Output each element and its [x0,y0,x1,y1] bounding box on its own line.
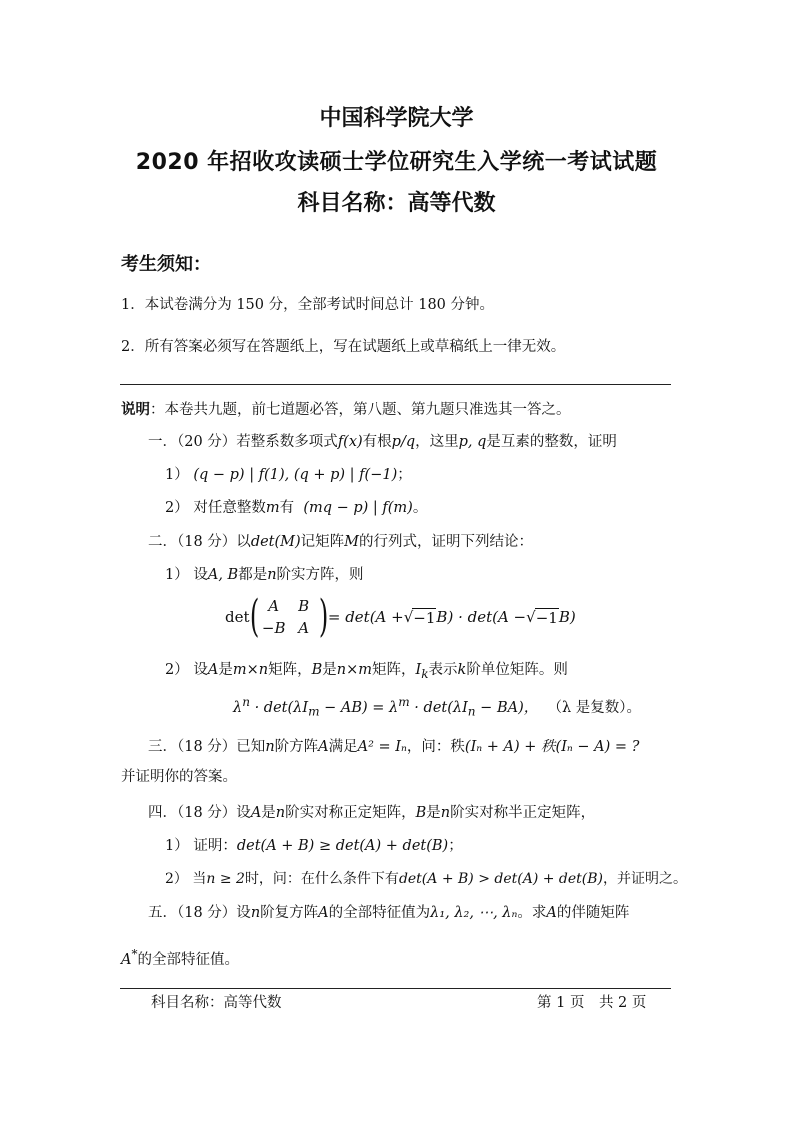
matrix-cell: A [298,619,310,637]
p5-eigenvalues: λ₁, λ₂, ⋯, λₙ [430,905,518,921]
p2-part2-g: 阶单位矩阵。则 [466,662,568,678]
p2-n: n [267,567,277,583]
p1-part2-text-b: 有 [279,500,295,516]
p4-B: B [415,805,427,821]
instructions-label: 说明 [121,402,150,418]
eq-lambda: λ [233,699,243,716]
p5-text-d: 。求 [517,905,547,921]
p4-part2-b: 时，问：在什么条件下有 [244,871,399,887]
p2-part1-b: 都是 [238,567,268,583]
p2-B: B [311,662,323,678]
p2-AB: A, B [207,567,239,583]
p3-expr: (Iₙ + A) + 秩(Iₙ − A) = ? [464,739,640,755]
p4-text-b: 是 [261,805,276,821]
p3-n: n [265,739,275,755]
p4-A: A [250,805,262,821]
rhs-b: B) · det(A − [436,608,527,626]
p2-detM: det(M) [250,534,301,550]
p5-text-e: 的伴随矩阵 [556,905,630,921]
block-matrix-formula [225,592,576,642]
p4-n: n [275,805,286,821]
p1-part1-expr: (q − p) | f(1), (q + p) | f(−1) [193,467,398,483]
left-paren: ( [249,591,259,642]
p5-A: A [318,905,329,921]
p5-adjugate-A: A [121,951,132,968]
p4-text-a: 四．（18 分）设 [148,805,251,821]
eq-d: · det(λI [409,699,468,716]
p4-part1-expr: det(A + B) ≥ det(A) + det(B) [236,838,449,854]
right-paren: ) [318,591,328,642]
rhs-c: B) [558,608,576,626]
problem-4-stem [148,803,595,823]
sqrt-sign-2: √ [526,608,536,626]
matrix-cell: B [298,597,310,615]
p3-text-d: ，问：秩 [406,739,465,755]
p2-part1-a: 设 [193,567,208,583]
p2-part2-f: 表示 [428,662,458,678]
p2-text-b: 记矩阵 [300,534,345,550]
matrix-cell: −B [261,619,286,637]
eq-sub-m: m [308,704,320,719]
p2-part1-label: 1） [165,567,189,583]
p2-part2-e: 矩阵， [371,662,416,678]
p4-part2-expr: det(A + B) > det(A) + det(B) [398,871,604,887]
p4-n-2: n [440,805,451,821]
p1-text-a: 一．（20 分）若整系数多项式 [148,434,338,450]
p1-part2-label: 2） [165,500,189,516]
det-word: det [225,608,250,626]
eq-sub-n: n [467,704,476,719]
problem-5-line-2 [121,944,239,970]
p5-n: n [250,905,261,921]
p1-part2-expr: (mq − p) | f(m) [303,500,413,516]
p5-line2-text: 的全部特征值。 [137,951,240,968]
notice-item-1: 1．本试卷满分为 150 分，全部考试时间总计 180 分钟。 [121,297,495,313]
p2-part1-c: 阶实方阵，则 [276,567,364,583]
p5-text-a: 五．（18 分）设 [148,905,251,921]
problem-2-stem [148,532,533,552]
instructions [121,400,571,420]
eq-sup-m: m [398,695,410,709]
problem-4-part-1 [165,836,463,856]
p1-text-d: 是互素的整数，证明 [486,434,617,450]
problem-2-part-2 [165,660,568,684]
p2-part2-d: 是 [322,662,337,678]
p4-part1-end: ； [448,838,463,854]
school-title: 中国科学院大学 [319,106,474,131]
sqrt-sign: √ [403,608,414,626]
p1-part2-m: m [265,500,280,516]
p1-text-b: 有根 [362,434,392,450]
problem-1-part-1 [165,465,412,485]
exam-title: 2020 年招收攻读硕士学位研究生入学统一考试试题 [135,150,658,175]
p2-text-c: 的行列式，证明下列结论： [359,534,534,550]
problem-5-stem [148,903,629,923]
eq-c: − AB) = λ [319,699,399,716]
p5-text-c: 的全部特征值为 [328,905,431,921]
problem-2-equation [233,692,641,722]
problem-1-stem [148,432,617,452]
p2-part2-c: 矩阵， [268,662,312,678]
p2-Ik-sub: k [421,666,429,681]
p4-text-d: 是 [426,805,441,821]
p1-part2-text-a: 对任意整数 [193,500,266,516]
p1-text-c: ，这里 [415,434,459,450]
eq-e: − BA)， [475,699,539,716]
p1-part1-label: 1） [165,467,189,483]
sqrt-content: −1 [413,608,436,627]
footer-page-number: 第 1 页 共 2 页 [537,995,647,1011]
top-divider [120,384,671,385]
problem-3-line-2: 并证明你的答案。 [121,769,237,785]
problem-1-part-2 [165,498,427,518]
p4-text-c: 阶实对称正定矩阵， [285,805,416,821]
footer-subject: 科目名称：高等代数 [151,995,282,1011]
p4-part1-a: 证明： [193,838,237,854]
p3-text-c: 满足 [328,739,358,755]
p3-cond: A² = Iₙ [357,739,407,755]
p2-part2-a: 设 [193,662,208,678]
block-matrix [259,595,319,639]
p2-Ik: I [415,662,422,678]
p1-part1-end: ； [397,467,412,483]
problem-4-part-2 [165,869,687,889]
p2-mxn: m×n [232,662,269,678]
eq-note: （λ 是复数）。 [547,699,642,716]
p5-text-b: 阶复方阵 [260,905,319,921]
problem-2-part-1 [165,565,364,585]
p2-M: M [344,534,360,550]
p3-A: A [318,739,329,755]
p1-fx: f(x) [337,434,363,450]
p2-nxm: n×m [336,662,372,678]
p4-part2-c: ，并证明之。 [603,871,688,887]
p4-part2-label: 2） [165,871,188,887]
p1-part2-end: 。 [412,500,428,516]
p1-pq: p, q [458,434,487,450]
matrix-cell: A [268,597,280,615]
p5-A-2: A [546,905,557,921]
p3-text-b: 阶方阵 [274,739,319,755]
sqrt-content-2: −1 [535,608,558,627]
p5-adjugate-star: * [131,947,138,961]
notice-heading: 考生须知： [121,254,211,275]
eq-b: · det(λI [249,699,309,716]
p4-text-e: 阶实对称半正定矩阵， [450,805,596,821]
footer-divider [120,988,671,989]
notice-item-2: 2．所有答案必须写在答题纸上，写在试题纸上或草稿纸上一律无效。 [121,339,566,355]
p4-part2-cond: n ≥ 2 [206,871,245,887]
eq-sup-n: n [242,695,250,709]
p4-part2-a: 当 [192,871,207,887]
p2-text-a: 二．（18 分）以 [148,534,251,550]
p4-part1-label: 1） [165,838,189,854]
problem-3-stem [148,737,639,757]
p3-text-a: 三．（18 分）已知 [148,739,266,755]
p1-root: p/q [391,434,416,450]
rhs-a: = det(A + [327,608,404,626]
instructions-text: ：本卷共九题，前七道题必答，第八题、第九题只准选其一答之。 [150,402,571,418]
p2-part2-b: 是 [218,662,233,678]
subject-title: 科目名称：高等代数 [297,191,496,216]
p2-A: A [207,662,219,678]
p2-k: k [457,662,467,678]
p2-part2-label: 2） [165,662,189,678]
